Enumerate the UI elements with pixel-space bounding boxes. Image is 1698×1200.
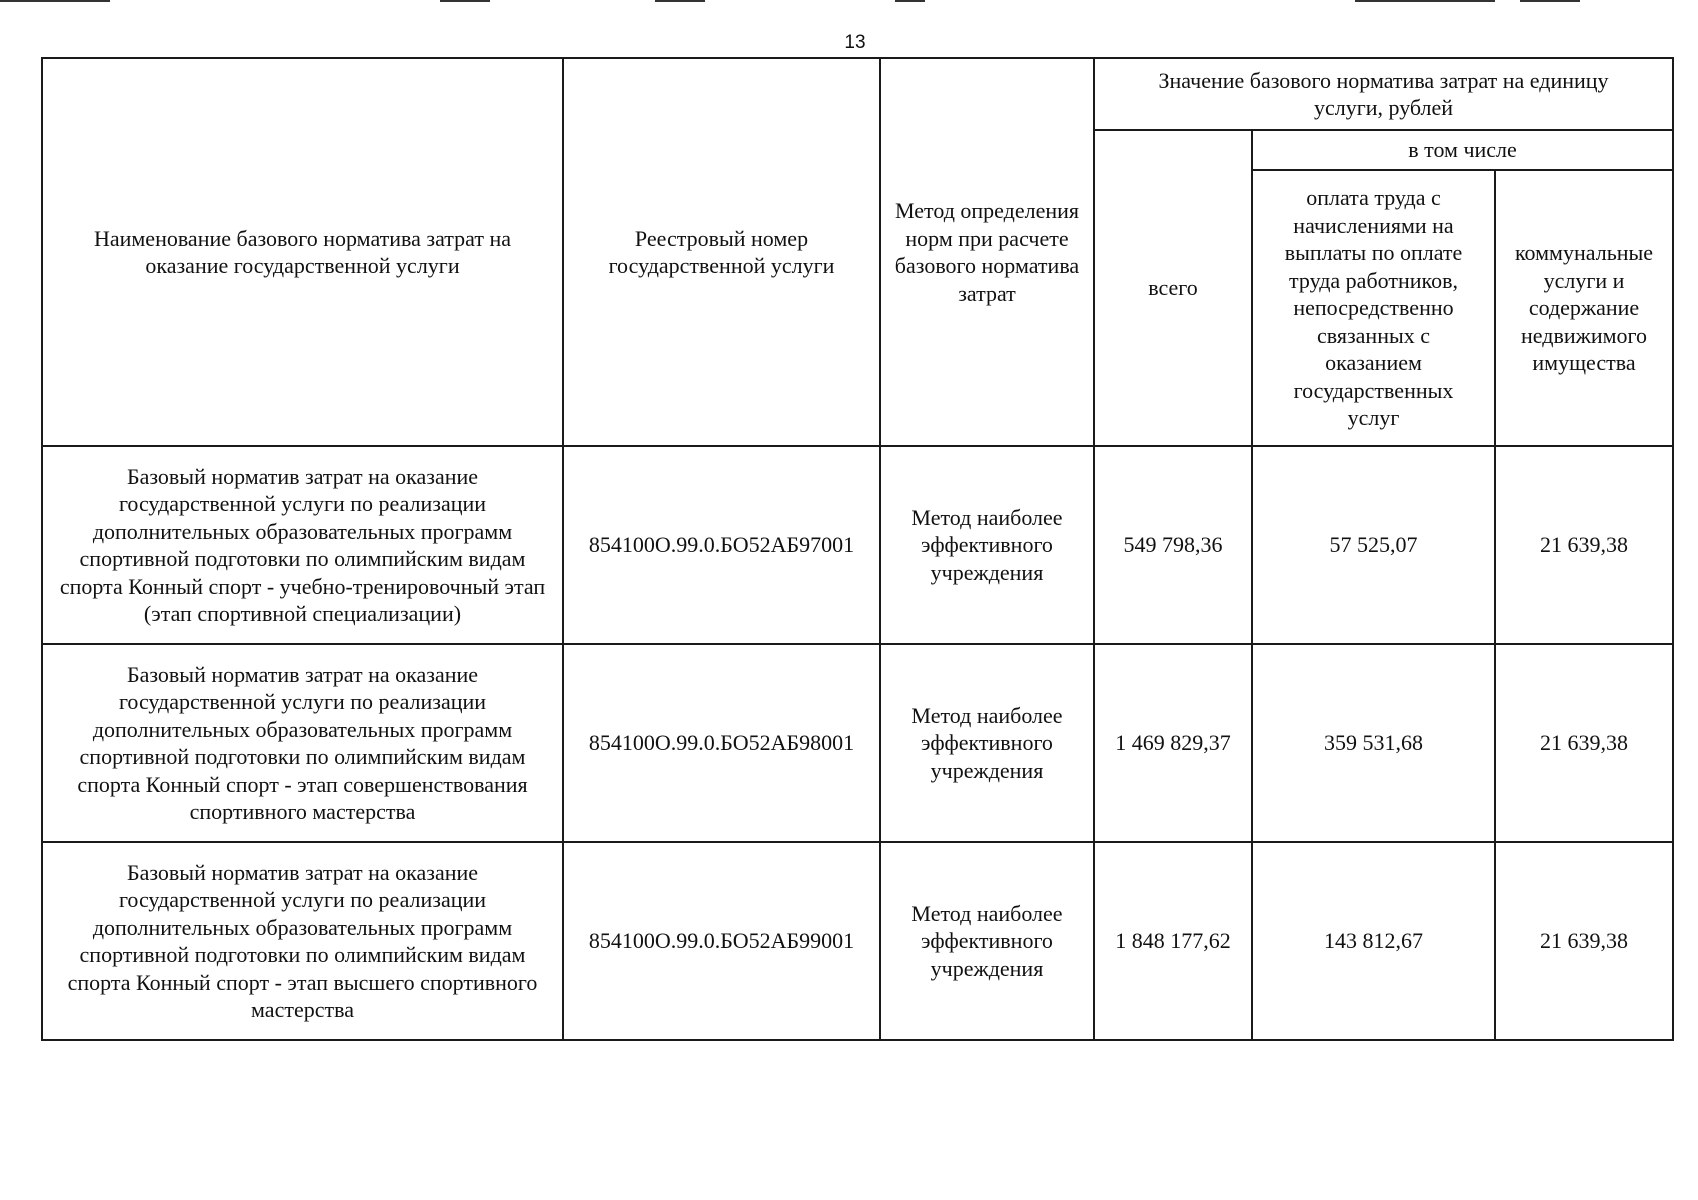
header-method	[880, 58, 1094, 446]
scan-artifact-rule	[655, 0, 705, 2]
row-method-label: Метод наиболее эффективного учреждения	[911, 702, 1063, 783]
row-utilities: 21 639,38	[1495, 446, 1673, 644]
table-row	[42, 644, 1673, 842]
row-registry: 854100О.99.0.БО52АБ98001	[563, 644, 880, 842]
header-utilities-label: коммунальные услуги и содержание недвижимого имущества	[1514, 240, 1654, 376]
header-total-label: всего	[1148, 275, 1198, 301]
header-value-group	[1094, 58, 1673, 130]
row-method	[880, 644, 1094, 842]
header-total	[1094, 130, 1252, 446]
scan-artifact-rule	[1355, 0, 1495, 2]
row-labor: 57 525,07	[1252, 446, 1495, 644]
header-labor-label: оплата труда с начислениями на выплаты по оплате труда работников, непосредственно связанных с оказанием государственных услуг	[1284, 185, 1463, 431]
row-labor: 143 812,67	[1252, 842, 1495, 1040]
header-registry	[563, 58, 880, 446]
row-name: Базовый норматив затрат на оказание государственной услуги по реализации дополнительных образовательных программ спортивной подготовки по олимпийским видам спорта Конный спорт - учебно-тренировочный этап (этап спортивной специализации)	[42, 446, 563, 644]
row-method	[880, 446, 1094, 644]
row-method-label: Метод наиболее эффективного учреждения	[911, 900, 1063, 981]
cost-norm-table	[41, 57, 1674, 1041]
scan-artifact-rule	[440, 0, 490, 2]
header-name-label: Наименование базового норматива затрат на оказание государственной услуги	[93, 225, 512, 278]
row-name: Базовый норматив затрат на оказание государственной услуги по реализации дополнительных образовательных программ спортивной подготовки по олимпийским видам спорта Конный спорт - этап высшего спортивного мастерства	[42, 842, 563, 1040]
scan-artifact-rule	[1520, 0, 1580, 2]
header-registry-label: Реестровый номер государственной услуги	[608, 225, 835, 278]
page-number: 13	[844, 32, 866, 53]
header-including-group	[1252, 130, 1673, 170]
row-method-label: Метод наиболее эффективного учреждения	[911, 504, 1063, 585]
row-registry: 854100О.99.0.БО52АБ99001	[563, 842, 880, 1040]
header-labor	[1252, 170, 1495, 446]
header-name	[42, 58, 563, 446]
header-including-label: в том числе	[1408, 137, 1517, 163]
header-method-label: Метод определения норм при расчете базового норматива затрат	[894, 198, 1080, 306]
row-labor: 359 531,68	[1252, 644, 1495, 842]
row-registry: 854100О.99.0.БО52АБ97001	[563, 446, 880, 644]
scan-artifact-rule	[0, 0, 110, 2]
table-row	[42, 842, 1673, 1040]
row-total: 1 848 177,62	[1094, 842, 1252, 1040]
row-total: 549 798,36	[1094, 446, 1252, 644]
row-utilities: 21 639,38	[1495, 842, 1673, 1040]
row-name: Базовый норматив затрат на оказание государственной услуги по реализации дополнительных образовательных программ спортивной подготовки по олимпийским видам спорта Конный спорт - этап совершенствования спортивного мастерства	[42, 644, 563, 842]
row-total: 1 469 829,37	[1094, 644, 1252, 842]
row-method	[880, 842, 1094, 1040]
header-row	[42, 58, 1673, 130]
row-utilities: 21 639,38	[1495, 644, 1673, 842]
scan-artifact-rule	[895, 0, 925, 2]
header-value-group-label: Значение базового норматива затрат на единицу услуги, рублей	[1158, 67, 1609, 120]
table-row	[42, 446, 1673, 644]
header-utilities	[1495, 170, 1673, 446]
